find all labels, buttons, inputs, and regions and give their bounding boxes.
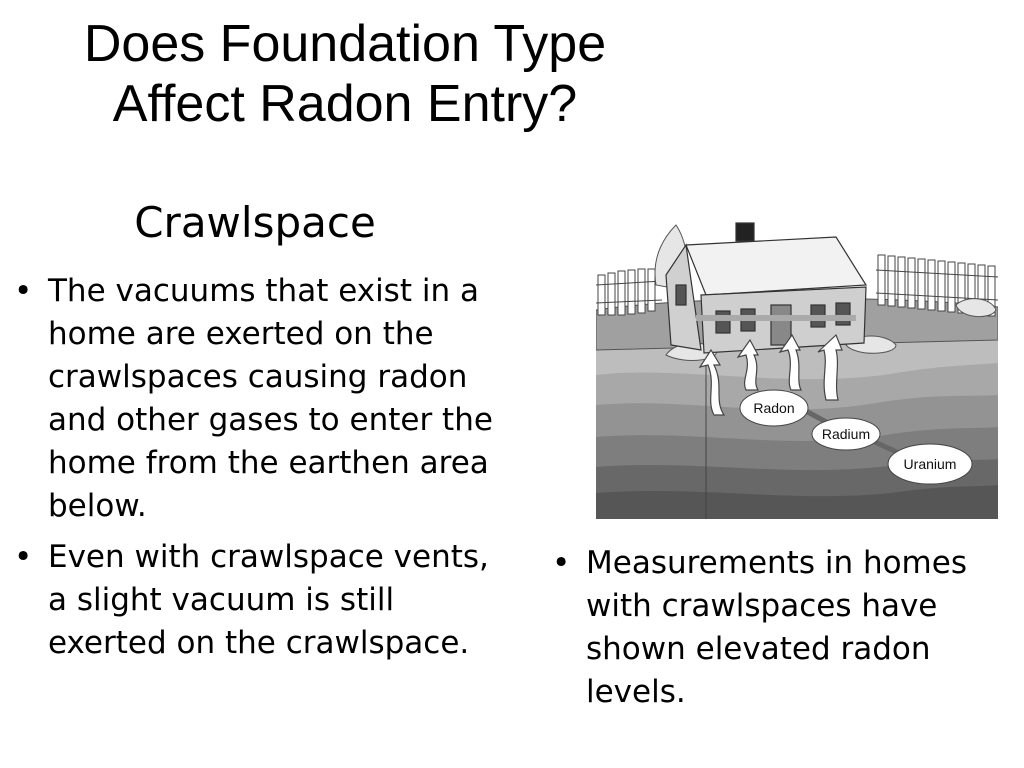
slide-title <box>0 14 690 134</box>
house <box>666 223 866 353</box>
bullet-text: Even with crawlspace vents, a slight vacuum is still exerted on the crawlspace. <box>48 539 489 661</box>
bullet-text: Measurements in homes with crawlspaces have shown elevated radon levels. <box>586 545 967 710</box>
house-radon-illustration <box>596 215 998 519</box>
bullet-item <box>10 270 510 528</box>
section-heading: Crawlspace <box>134 198 376 247</box>
radium-label: Radium <box>821 426 871 442</box>
bullet-text: The vacuums that exist in a home are exerted on the crawlspaces causing radon and other gases to enter the home from the earthen area below. <box>48 273 493 524</box>
bullet-marker: • <box>14 273 33 309</box>
bullet-marker: • <box>552 545 571 581</box>
left-bullet-list <box>10 270 510 673</box>
bullet-item <box>10 536 510 665</box>
title-line-1: Does Foundation Type <box>83 15 607 73</box>
bullet-item <box>548 542 1018 714</box>
uranium-label: Uranium <box>903 456 957 472</box>
bullet-marker: • <box>14 539 33 575</box>
radon-label: Radon <box>753 400 795 416</box>
right-bullet-list <box>548 542 1018 722</box>
title-line-2: Affect Radon Entry? <box>112 75 578 133</box>
